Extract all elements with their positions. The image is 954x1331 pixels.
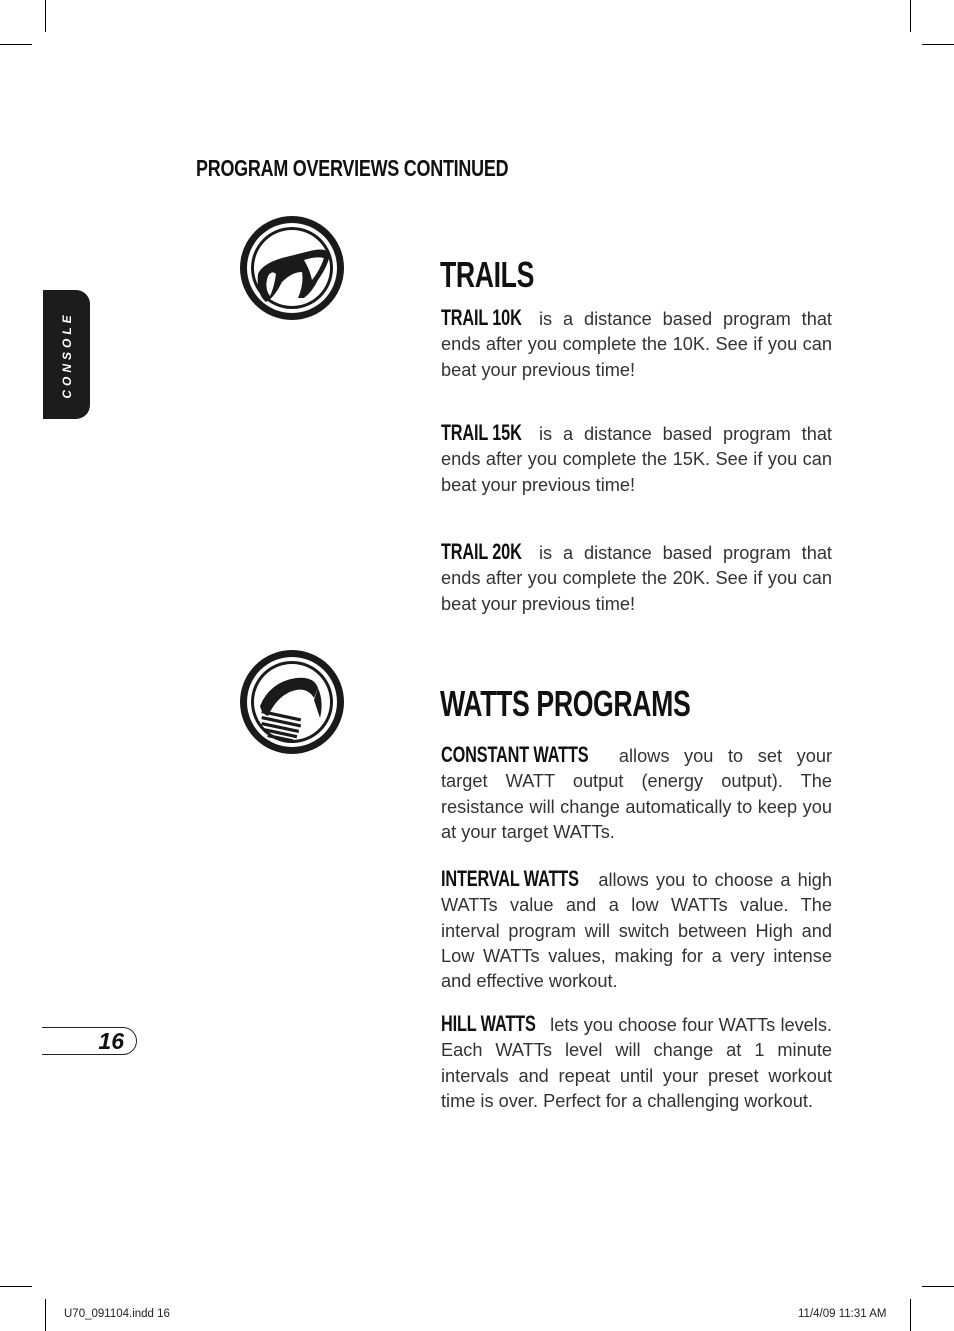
trail-20k-paragraph <box>441 539 832 617</box>
crop-mark <box>0 1286 32 1287</box>
constant-watts-paragraph <box>441 742 832 845</box>
trail-shoe-icon <box>238 214 346 322</box>
page-number-tab <box>42 1027 137 1055</box>
hill-watts-text: lets you choose four WATTs levels. Each WATTs level will change at 1 minute intervals and repeat until your preset workout time is over. Perfect for a challenging workout. <box>441 1015 832 1111</box>
trail-10k-text: is a distance based program that ends after you complete the 10K. See if you can beat your previous time! <box>441 309 832 380</box>
footer-datetime-slug: 11/4/09 11:31 AM <box>798 1308 887 1320</box>
side-tab-console <box>43 290 90 419</box>
watts-gauge-icon <box>238 648 346 756</box>
crop-mark <box>45 1299 46 1331</box>
crop-mark <box>910 1299 911 1331</box>
trail-20k-term: TRAIL 20K <box>441 539 522 564</box>
trails-title: TRAILS <box>440 254 534 295</box>
interval-watts-term: INTERVAL WATTS <box>441 866 579 891</box>
trail-10k-term: TRAIL 10K <box>441 305 522 330</box>
constant-watts-term: CONSTANT WATTS <box>441 742 589 767</box>
side-tab-label: CONSOLE <box>59 310 74 399</box>
hill-watts-paragraph <box>441 1011 832 1114</box>
trail-20k-text: is a distance based program that ends after you complete the 20K. See if you can beat your previous time! <box>441 543 832 614</box>
trail-15k-paragraph <box>441 420 832 498</box>
page-heading: PROGRAM OVERVIEWS CONTINUED <box>196 155 509 181</box>
interval-watts-text: allows you to choose a high WATTs value and a low WATTs value. The interval program will switch between High and Low WATTs values, making for a very intense and effective workout. <box>441 870 832 992</box>
trail-10k-paragraph <box>441 305 832 383</box>
interval-watts-paragraph <box>441 866 832 994</box>
watts-programs-title: WATTS PROGRAMS <box>440 683 691 724</box>
trail-15k-text: is a distance based program that ends after you complete the 15K. See if you can beat your previous time! <box>441 424 832 495</box>
footer-file-slug: U70_091104.indd 16 <box>64 1308 170 1320</box>
trail-15k-term: TRAIL 15K <box>441 420 522 445</box>
crop-mark <box>0 44 32 45</box>
crop-mark <box>922 1286 954 1287</box>
hill-watts-term: HILL WATTS <box>441 1011 536 1036</box>
constant-watts-text: allows you to set your target WATT output (energy output). The resistance will change automatically to keep you at your target WATTs. <box>441 746 832 842</box>
crop-mark <box>922 44 954 45</box>
page-number: 16 <box>98 1028 124 1054</box>
crop-mark <box>45 0 46 32</box>
crop-mark <box>910 0 911 32</box>
